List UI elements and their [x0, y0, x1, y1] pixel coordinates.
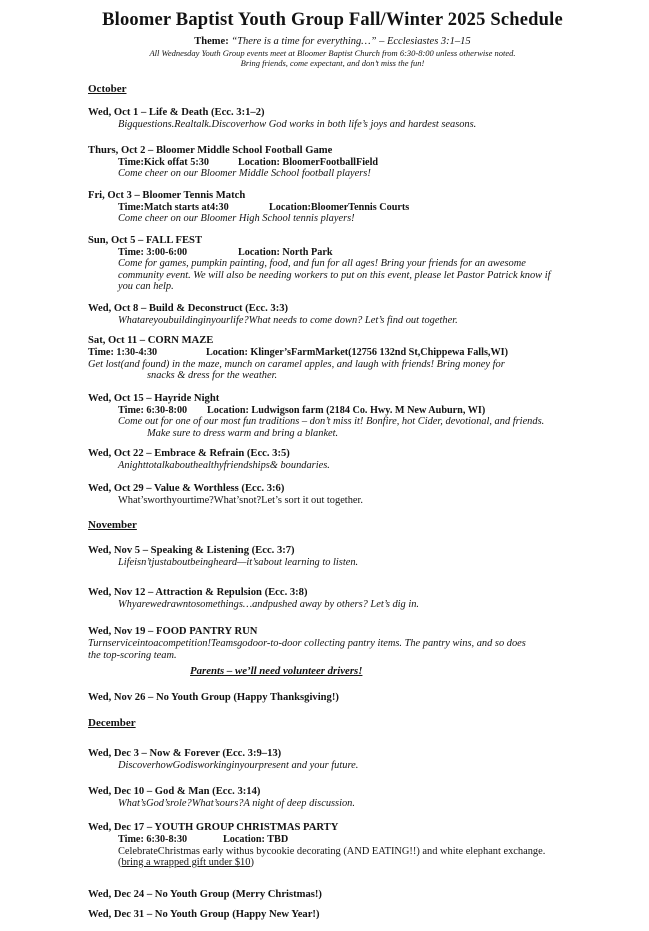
- schedule-sections: [88, 83, 577, 921]
- event-title: Wed, Dec 17 – YOUTH GROUP CHRISTMAS PARTY: [88, 822, 339, 833]
- event-title: Wed, Nov 26 – No Youth Group (Happy Thanksgiving!): [88, 692, 339, 703]
- event-title: Wed, Nov 5 – Speaking & Listening (Ecc. 3:7): [88, 545, 295, 556]
- event-description-line: Come for games, pumpkin painting, food, and fun for all ages! Bring your friends for an awesome: [118, 258, 526, 269]
- event-time: Time:Kick offat 5:30: [118, 156, 209, 168]
- event-description-line: Whatareyoubuildinginyourlife?What needs to come down? Let’s find out together.: [118, 314, 458, 326]
- event-title: Wed, Dec 24 – No Youth Group (Merry Christmas!): [88, 888, 322, 900]
- event-entry: [88, 888, 577, 901]
- theme-text: “There is a time for everything…” – Ecclesiastes 3:1–15: [231, 36, 471, 47]
- theme-label: Theme:: [194, 36, 229, 47]
- event-description-line: What’sGod’srole?What’sours?A night of deep discussion.: [118, 797, 355, 809]
- event-entry: [88, 908, 577, 921]
- event-location: Location:BloomerTennis Courts: [269, 201, 410, 213]
- text-segment: ): [250, 857, 254, 868]
- event-description-line: Come cheer on our Bloomer High School tennis players!: [118, 213, 355, 224]
- event-time-location: [118, 157, 577, 169]
- event-location: Location: Ludwigson farm (2184 Co. Hwy. M New Auburn, WI): [207, 404, 486, 416]
- event-description-line: community event. We will also be needing workers to put on this event, please let Pastor Patrick know if: [118, 269, 551, 281]
- event-entry: [88, 691, 577, 704]
- event-title: Wed, Oct 8 – Build & Deconstruct (Ecc. 3:3): [88, 302, 289, 314]
- month-section: [88, 717, 577, 921]
- event-entry: [88, 586, 577, 611]
- event-time-location: [88, 347, 577, 359]
- event-title: Wed, Dec 10 – God & Man (Ecc. 3:14): [88, 785, 261, 797]
- event-title: Wed, Nov 19 – FOOD PANTRY RUN: [88, 626, 258, 637]
- event-entry: [88, 785, 577, 810]
- event-time-location: [118, 834, 577, 846]
- event-title: Wed, Oct 29 – Value & Worthless (Ecc. 3:6): [88, 482, 285, 494]
- event-time: Time: 6:30-8:30: [118, 834, 188, 845]
- event-entry: [88, 144, 577, 180]
- event-entry: [88, 447, 577, 472]
- event-description-line: [118, 857, 577, 869]
- event-entry: [88, 106, 577, 131]
- month-section: [88, 519, 577, 704]
- event-entry: [88, 302, 577, 327]
- month-heading: December: [88, 717, 136, 729]
- event-time: Time:Match starts at4:30: [118, 201, 229, 213]
- event-description-line: Lifeisn’tjustaboutbeingheard—it’sabout learning to listen.: [118, 557, 359, 568]
- parents-note: Parents – we’ll need volunteer drivers!: [190, 665, 363, 677]
- event-title: Wed, Oct 1 – Life & Death (Ecc. 3:1–2): [88, 107, 265, 118]
- event-location: Location: Klinger’sFarmMarket(12756 132nd St,Chippewa Falls,WI): [206, 347, 509, 358]
- month-heading: November: [88, 519, 137, 531]
- event-entry: [88, 392, 577, 440]
- page-title: Bloomer Baptist Youth Group Fall/Winter 2025 Schedule: [102, 10, 563, 30]
- event-time-location: [118, 202, 577, 214]
- event-description-line: CelebrateChristmas early withus bycookie decorating (AND EATING!!) and white elephant exchange.: [118, 845, 546, 857]
- event-description-line: What’sworthyourtime?What’snot?Let’s sort it out together.: [118, 494, 363, 506]
- event-title: Wed, Dec 3 – Now & Forever (Ecc. 3:9–13): [88, 748, 282, 759]
- month-section: [88, 83, 577, 506]
- event-title: Thurs, Oct 2 – Bloomer Middle School Football Game: [88, 144, 333, 156]
- event-time: Time: 1:30-4:30: [88, 347, 158, 358]
- event-description-line: snacks & dress for the weather.: [147, 370, 278, 381]
- event-description-line: Turnserviceintoacompetition!Teamsgodoor-to-door collecting pantry items. The pantry wins, and so does: [88, 638, 526, 649]
- event-title: Wed, Oct 22 – Embrace & Refrain (Ecc. 3:5): [88, 448, 290, 459]
- event-location: Location: BloomerFootballField: [238, 156, 379, 168]
- event-title: Wed, Nov 12 – Attraction & Repulsion (Ecc. 3:8): [88, 586, 308, 598]
- month-heading: October: [88, 83, 127, 95]
- event-location: Location: North Park: [238, 246, 333, 258]
- event-entry: [88, 334, 577, 382]
- event-description-line: Come out for one of our most fun traditions – don’t miss it! Bonfire, hot Cider, devotional, and friends.: [118, 416, 545, 427]
- event-description-line: Anighttotalkabouthealthyfriendships& boundaries.: [118, 460, 330, 471]
- event-title: Sat, Oct 11 – CORN MAZE: [88, 335, 214, 346]
- event-description-line: the top-scoring team.: [88, 649, 177, 661]
- event-entry: [88, 625, 577, 678]
- event-title: Sun, Oct 5 – FALL FEST: [88, 234, 203, 246]
- event-description-line: Make sure to dress warm and bring a blanket.: [147, 427, 339, 439]
- event-time-location: [118, 405, 577, 417]
- event-description-line: Get lost(and found) in the maze, munch on caramel apples, and laugh with friends! Bring money for: [88, 358, 505, 370]
- event-description-line: Bigquestions.Realtalk.Discoverhow God works in both life’s joys and hardest seasons.: [118, 119, 477, 130]
- event-description-line: DiscoverhowGodisworkinginyourpresent and your future.: [118, 760, 359, 771]
- event-location: Location: TBD: [223, 834, 289, 845]
- event-title: Fri, Oct 3 – Bloomer Tennis Match: [88, 189, 246, 201]
- text-segment: (: [118, 857, 122, 868]
- event-description-line: Come cheer on our Bloomer Middle School football players!: [118, 168, 371, 179]
- event-time: Time: 6:30-8:00: [118, 404, 188, 416]
- event-entry: [88, 821, 577, 869]
- event-entry: [88, 544, 577, 569]
- event-title: Wed, Dec 31 – No Youth Group (Happy New Year!): [88, 908, 320, 920]
- event-entry: [88, 189, 577, 225]
- event-entry: [88, 747, 577, 772]
- event-time-location: [118, 247, 577, 259]
- event-title: Wed, Oct 15 – Hayride Night: [88, 392, 220, 404]
- theme-line: [88, 35, 577, 48]
- note-line-1: All Wednesday Youth Group events meet at Bloomer Baptist Church from 6:30-8:00 unless otherwise noted.: [149, 48, 516, 58]
- event-time: Time: 3:00-6:00: [118, 246, 188, 258]
- underlined-text: bring a wrapped gift under $10: [121, 857, 251, 868]
- event-description-line: Whyarewedrawntosomethings…andpushed away by others? Let’s dig in.: [118, 598, 420, 610]
- note-line-2: Bring friends, come expectant, and don’t miss the fun!: [240, 58, 425, 68]
- event-entry: [88, 482, 577, 507]
- event-entry: [88, 234, 577, 293]
- event-description-line: you can help.: [118, 281, 174, 292]
